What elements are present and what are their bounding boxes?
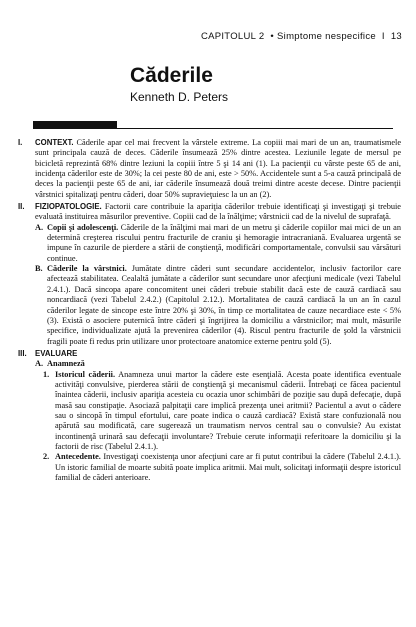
subsection-text: Jumătate dintre căderi sunt secundare accidentelor, inclusiv factorilor care afectează stabilitatea. Cealaltă jumătate a căderilor sunt secundare unor afecţiuni medicale (vezi Tabelul 2.4.1.). Dacă sincopa apare concomitent unei căderi trebuie stabilit dacă este de cauză cardiacă sau noncardiacă (vezi Tabelul 2.4.2.) (Capitolul 2.12.). Mortalitatea de cauză cardiacă la un an în cazul căderilor legate de sincope este între 20% şi 30%, în timp ce mortalitatea de cauze necardiace este < 5% (3). Există o asociere puternică între căderi şi îngrijirea la domiciliu a vârstnicilor; mai mult, măsurile specifice, individualizate ajută la prevenirea căderilor (4). Riscul pentru fracturile de şold la vârstnicii fragili poate fi redus prin utilizare unor protectoare anatomice externe pentru şold (5). <box>47 264 402 346</box>
item-text: Investigaţi coexistenţa unor afecţiuni care ar fi putut contribui la cădere (Tabelul 2.4.1.). Un istoric familial de moarte subită poate implica aritmii. Mai mult, solicitaţi informaţii despre istoricul familial de căderi anterioare. <box>55 452 401 482</box>
title-rule-block <box>33 121 117 129</box>
subsection-heading: Copii şi adolescenţi. <box>47 222 119 232</box>
item-fall-history <box>43 370 401 453</box>
title-rule-line <box>117 128 393 129</box>
section-heading: FIZIOPATOLOGIE. <box>35 202 102 212</box>
section-text: Căderile apar cel mai frecvent la vârstele extreme. La copiii mai mari de un an, traumatismele sunt principala cauză de deces. Căderile însumează 25% dintre acestea. Leziunile legate de mersul pe bicicletă reprezintă 68% dintre leziuni la copiii între 5 şi 14 ani (1). La pacienţii cu vârste peste 65 de ani, incidenţa căderilor este de 30%; la cei peste 80 de ani, este > 50%. Accidentele sunt a 5-a cauză principală de deces la pacienţii peste 65 de ani, iar căderile însumează două treimi dintre aceste decese. Dintre pacienţii vârstnici spitalizaţi pentru căderi, doar 50% supravieţuiesc la un an (2). <box>35 138 401 199</box>
chapter-title: Căderile <box>130 64 213 87</box>
subsection-heading: Anamneză <box>47 359 85 369</box>
subsection-label: B. <box>35 264 43 274</box>
section-heading: CONTEXT. <box>35 138 74 147</box>
subsection-text: Căderile de la înălţimi mai mari de un metru şi căderile copiilor mai mici de un an determină creşterea riscului pentru fracturile de craniu şi hemoragie intracraniană. Evaluarea urgentă se impune în cazurile de pierdere a stării de conştienţă, modificări comportamentale, convulsii sau vărsături continue. <box>47 222 401 263</box>
section-number: II. <box>18 202 25 212</box>
header-bullet: • <box>270 31 275 42</box>
section-heading: EVALUARE <box>35 348 78 358</box>
running-header <box>201 31 402 42</box>
item-label: 1. <box>43 369 50 379</box>
section-context <box>18 138 401 200</box>
subsection-history <box>35 359 401 369</box>
article-body <box>18 138 401 485</box>
chapter-subtitle: Simptome nespecifice <box>277 31 376 42</box>
page-number: 13 <box>390 31 402 42</box>
section-number: I. <box>18 138 23 147</box>
item-label: 2. <box>43 452 50 462</box>
subsection-label: A. <box>35 359 44 369</box>
subsection-label: A. <box>35 222 44 232</box>
subsection-children <box>35 223 401 264</box>
subsection-heading: Căderile la vârstnici. <box>47 264 127 274</box>
author-name: Kenneth D. Peters <box>130 90 229 104</box>
section-text: Factorii care contribuie la apariţia căderilor trebuie identificaţi şi investigaţi şi trebuie evaluată instituirea măsurilor preventive. Copiii cad de la înălţime; vârstnicii cad de la nivelul de suprafaţă. <box>35 202 401 222</box>
item-heading: Istoricul căderii. <box>55 369 116 379</box>
item-past-history <box>43 452 401 483</box>
section-number: III. <box>18 348 27 358</box>
item-text: Anamneza unui martor la cădere este esenţială. Acesta poate identifica eventuale activităţi convulsive, pierderea stării de conştienţă şi mecanismul căderii. Întrebaţi ce făcea pacientul înaintea căderii, inclusiv apariţia acesteia cu ocazia unor schimbări de poziţie sau după defecaţie, după masă sau constipaţie. Asociază palpitaţii care implică prezenţa unei aritmii? Pacientul a avut o cădere sau o sincopă în timpul efortului, care poate indica o cauză cardiacă? Există stare confuzională nou apărută sau modificată, care sugerează un traumatism nervos central sau o convulsie? Au existat incontinenţă urinară sau defecaţii involuntare? Trebuie cerute informaţii referitoare la domiciliu şi la factorii de risc (Tabelul 2.4.1.). <box>55 369 402 451</box>
item-heading: Antecedente. <box>55 452 101 462</box>
header-separator: I <box>381 31 385 42</box>
chapter-label: CAPITOLUL 2 <box>200 31 265 42</box>
section-physiopathology <box>18 202 401 347</box>
section-evaluation <box>18 349 401 483</box>
subsection-elderly <box>35 264 401 347</box>
